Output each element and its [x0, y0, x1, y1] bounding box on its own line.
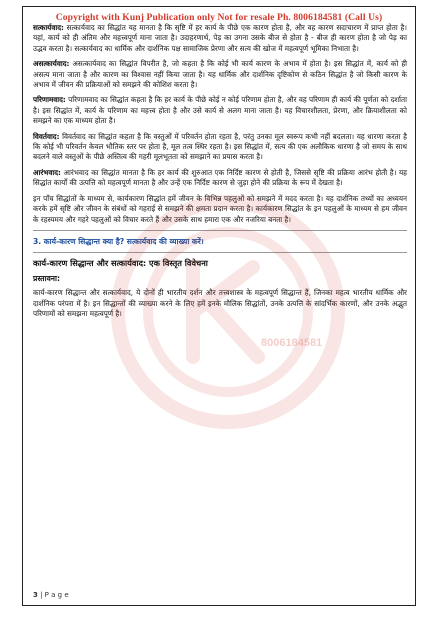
divider [33, 252, 407, 253]
paragraph-arambhavad [33, 168, 407, 189]
paragraph-satkaryavad [33, 23, 407, 54]
intro-paragraph: कार्य-कारण सिद्धान्त और सत्कार्यवाद, ये दोनों ही भारतीय दर्शन और तत्त्वशास्त्र के महत्वपूर्ण सिद्धान्त हैं, जिनका महत्व भारतीय धार्मिक और दार्शनिक परंपरा में है। इन सिद्धान्तों की व्याख्या करने के लिए हमें इनके मौलिक सिद्धांतों, उनके उत्पत्ति के सांदर्भिक कारणों, और उनके अद्भुत परिणामों को समझना महत्वपूर्ण है। [33, 288, 407, 318]
question-heading: 3. कार्य-कारण सिद्धान्त क्या है? सत्कार्यवाद की व्याख्या करें। [33, 236, 204, 246]
term-label: परिणामवाद: [33, 95, 66, 105]
paragraph-text: सत्कार्यवाद का सिद्धांत यह मानता है कि सृष्टि में हर कार्य के पीछे एक कारण होता है, और वह कारण सदाचारण में प्राप्त होता है। यहां, कार्य को ही अंतिम और महत्त्वपूर्ण माना जाता है। उदाहरणार्थ, पेड़ का उगना उसके बीज से होता है - बीज ही कारण होता है जो पेड़ का उद्भव करता है। सत्कार्यवाद का धार्मिक और दार्शनिक पक्ष सामाजिक प्रेरणा और सत्य की खोज में महत्वपूर्ण भूमिका निभाता है। [33, 23, 407, 53]
paragraph-text: इन पाँच सिद्धांतों के माध्यम से, कार्यकारण सिद्धांत हमें जीवन के विभिन्न पहलुओं को समझने में मदद करता है। यह दार्शनिक तथ्यों का अध्ययन करके हमें सृष्टि और जीवन के संबंधों को गहराई से समझने की क्षमता प्रदान करता है। कार्यकारण सिद्धांत के इन पहलुओं के माध्यम से हम जीवन के रहस्यमय और गहरे पहलुओं को विचार करते हैं और उसके साथ हमारा एक और नजरिया बनता है। [33, 193, 407, 224]
intro-label: प्रस्तावना: [33, 273, 61, 283]
paragraph-parinamvad [33, 95, 407, 126]
paragraph-asatkaryavad [33, 59, 407, 90]
term-label: सत्कार्यवाद: [33, 23, 64, 32]
paragraph-vivartavad [33, 132, 407, 163]
page-label: | P a g e [37, 591, 69, 599]
paragraph-text: विवर्तवाद का सिद्धांत कहता है कि वस्तुओं में परिवर्तन होता रहता है, परंतु उनका मूल स्वरूप कभी नहीं बदलता। यह धारणा करता है कि कोई भी परिवर्तन केवल भौतिक स्तर पर होता है, मूल तत्व स्थिर रहता है। इस सिद्धांत में, सत्य की एक अलौकिक धारणा है जो समय के साथ बदलने वाले वस्तुओं के पीछे अस्तित्व की गहरी मूलभूतता को समझाने का प्रयास करता है। [33, 131, 407, 162]
paragraph-text: असत्कार्यवाद का सिद्धांत विपरीत है, जो कहता है कि कोई भी कार्य कारण के अभाव में होता है। इस सिद्धांत में, कार्य को ही असत्य माना जाता है और कारण का विश्वास नहीं किया जाता है। यह धार्मिक और दार्शनिक दृष्टिकोण से कठिन सिद्धांत है जो किसी कारण के अभाव में जीवन की प्रक्रियाओं को समझने की कोशिश करता है। [33, 59, 407, 90]
page-number: 3 [33, 591, 38, 599]
term-label: आरंभवाद: [33, 167, 61, 177]
term-label: असत्कार्यवाद: [33, 59, 70, 69]
term-label: विवर्तवाद: [33, 131, 60, 141]
answer-subheading: कार्य-कारण सिद्धान्त और सत्कार्यवाद: एक विस्तृत विवेचना [33, 258, 208, 269]
paragraph-summary [33, 194, 407, 225]
watermark-phone: 8006184581 [261, 337, 323, 349]
copyright-header: Copyright with Kunj Publication only Not for resale Ph. 8006184581 (Call Us) [55, 12, 383, 23]
paragraph-text: आरंभवाद का सिद्धांत मानता है कि हर कार्य की शुरुआत एक निर्दिष्ट कारण से होती है, जिससे सृष्टि की प्रक्रिया आरंभ होती है। यह सिद्धांत कार्यों की उत्पत्ति को महत्वपूर्ण मानता है और उन्हें एक निर्दिष्ट कारण से जुड़ा होने की प्रक्रिया के रूप में देखता है। [33, 167, 407, 188]
page-footer [33, 591, 69, 599]
paragraph-text: परिणामवाद का सिद्धांत कहता है कि हर कार्य के पीछे कोई न कोई परिणाम होता है, और वह परिणाम ही कार्य की पूर्णता को दर्शाता है। इस सिद्धांत में, कार्य के परिणाम का महत्त्व होता है और उसे कार्य से अलग माना जाता है। यह विचारशीलता, प्रेरणा, और क्रियाशीलता को समझने का एक माध्यम होता है। [33, 95, 407, 126]
divider [33, 230, 407, 231]
document-page [22, 6, 416, 606]
page-content [23, 23, 415, 319]
